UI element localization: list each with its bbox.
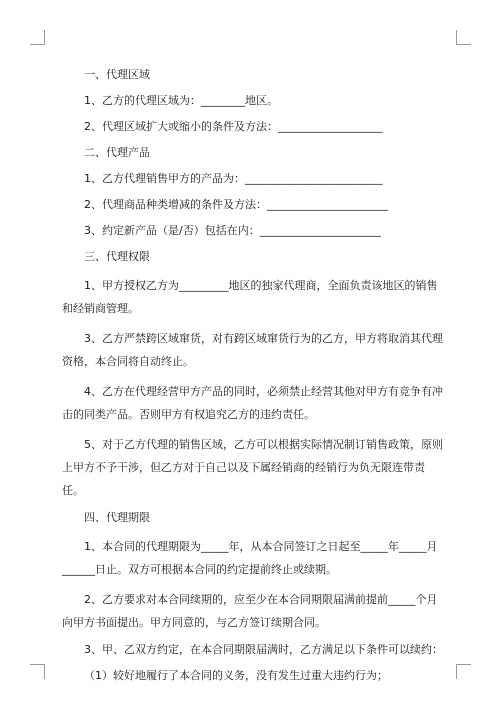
section-heading-product: 二、代理产品 bbox=[84, 146, 150, 159]
section-heading-term: 四、代理期限 bbox=[84, 511, 150, 524]
clause-product-2: 2、代理商品种类增减的条件及方法：______________________ bbox=[84, 198, 388, 211]
clause-product-3: 3、约定新产品（是/否）包括在内：______________________ bbox=[84, 224, 381, 237]
clause-term-3: 3、甲、乙双方约定，在本合同期限届满时，乙方满足以下条件可以续约： bbox=[84, 643, 443, 656]
section-heading-authority: 三、代理权限 bbox=[84, 250, 150, 263]
clause-authority-4: 4、乙方在代理经营甲方产品的同时，必须禁止经营其他对甲方有竞争有冲击的同类产品。否则甲方有权追究乙方的违约责任。 bbox=[62, 385, 443, 421]
section-heading-area: 一、代理区域 bbox=[84, 68, 150, 81]
clause-authority-5: 5、对于乙方代理的销售区域，乙方可以根据实际情况制订销售政策，原则上甲方不予干涉，但乙方对于自己以及下属经销商的经销行为负无限连带责任。 bbox=[62, 438, 443, 497]
crop-mark-bottom-right bbox=[456, 664, 471, 679]
clause-term-2: 2、乙方要求对本合同续期的，应至少在本合同期限届满前提前_____个月向甲方书面提出。甲方同意的，与乙方签订续期合同。 bbox=[62, 593, 438, 629]
crop-mark-top-right bbox=[456, 30, 471, 45]
clause-term-1: 1、本合同的代理期限为_____年，从本合同签订之日起至_____年_____月______日止。双方可根据本合同的约定提前终止或续期。 bbox=[62, 540, 438, 576]
clause-area-1: 1、乙方的代理区域为：________地区。 bbox=[84, 94, 278, 107]
crop-mark-bottom-left bbox=[30, 664, 45, 679]
clause-authority-3: 3、乙方严禁跨区域窜货，对有跨区域窜货行为的乙方，甲方将取消其代理资格，本合同将自动终止。 bbox=[62, 332, 443, 368]
clause-authority-1: 1、甲方授权乙方为_________地区的独家代理商，全面负责该地区的销售和经销商管理。 bbox=[62, 279, 438, 315]
clause-term-3-item-1: （1）较好地履行了本合同的义务，没有发生过重大违约行为； bbox=[84, 669, 388, 682]
crop-mark-top-left bbox=[30, 30, 45, 45]
clause-area-2: 2、代理区域扩大或缩小的条件及方法：___________________ bbox=[84, 120, 383, 133]
document-body bbox=[62, 66, 446, 693]
clause-product-1: 1、乙方代理销售甲方的产品为：_________________________ bbox=[84, 172, 383, 185]
